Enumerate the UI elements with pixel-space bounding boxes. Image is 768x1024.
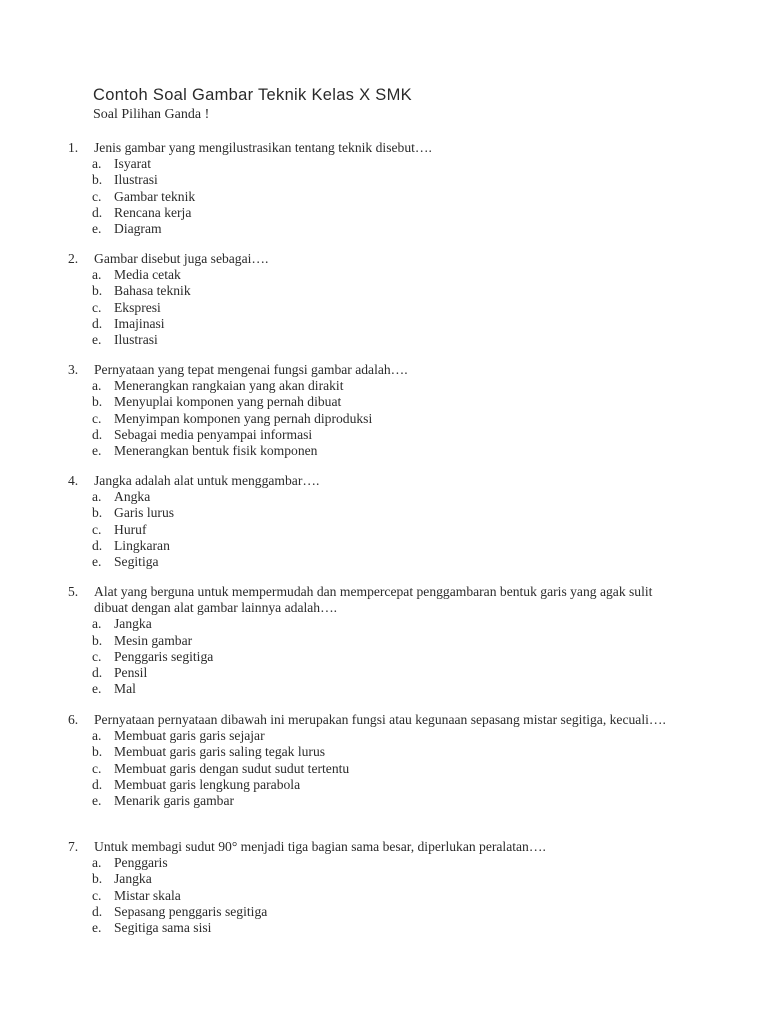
option-text: Menyimpan komponen yang pernah diproduksi: [114, 410, 373, 426]
option-letter: c.: [92, 648, 102, 664]
question-number: 7.: [68, 839, 79, 854]
option-letter: d.: [92, 665, 103, 681]
page-title: Contoh Soal Gambar Teknik Kelas X SMK: [93, 86, 412, 104]
option-e: [68, 332, 708, 348]
option-letter: c.: [92, 299, 102, 315]
option-letter: a.: [92, 855, 102, 871]
option-letter: a.: [92, 489, 102, 505]
option-letter: e.: [92, 793, 102, 809]
option-letter: c.: [92, 410, 102, 426]
option-letter: e.: [92, 221, 102, 237]
option-b: [68, 394, 708, 410]
option-text: Mistar skala: [114, 887, 181, 903]
option-text: Ekspresi: [114, 299, 161, 315]
option-e: [68, 443, 708, 459]
option-text: Sebagai media penyampai informasi: [114, 426, 313, 442]
option-c: [68, 522, 708, 538]
question-4: [68, 473, 708, 570]
option-c: [68, 300, 708, 316]
option-letter: b.: [92, 505, 103, 521]
option-e: [68, 920, 708, 936]
option-letter: c.: [92, 760, 102, 776]
option-list: [68, 728, 708, 809]
option-list: [68, 855, 708, 936]
option-letter: a.: [92, 616, 102, 632]
option-text: Segitiga: [114, 554, 159, 570]
question-text: Jangka adalah alat untuk menggambar….: [94, 473, 320, 488]
option-letter: c.: [92, 887, 102, 903]
option-letter: b.: [92, 871, 103, 887]
option-letter: b.: [92, 394, 103, 410]
option-c: [68, 649, 708, 665]
option-text: Garis lurus: [114, 505, 175, 521]
option-a: [68, 855, 708, 871]
option-text: Imajinasi: [114, 315, 165, 331]
question-number: 2.: [68, 251, 79, 266]
option-text: Huruf: [114, 521, 147, 537]
option-letter: b.: [92, 172, 103, 188]
option-letter: d.: [92, 426, 103, 442]
option-list: [68, 378, 708, 459]
question-text: Pernyataan yang tepat mengenai fungsi gambar adalah….: [94, 362, 408, 377]
question-5: [68, 584, 708, 697]
option-b: [68, 871, 708, 887]
option-text: Menyuplai komponen yang pernah dibuat: [114, 394, 342, 410]
question-number: 5.: [68, 584, 79, 599]
option-b: [68, 283, 708, 299]
option-text: Jangka: [114, 616, 152, 632]
option-b: [68, 505, 708, 521]
option-letter: d.: [92, 776, 103, 792]
question-text: Alat yang berguna untuk mempermudah dan mempercepat penggambaran bentuk garis yang agak sulit dibuat dengan alat gambar lainnya adalah….: [94, 584, 653, 616]
option-c: [68, 888, 708, 904]
option-letter: b.: [92, 632, 103, 648]
question-6: [68, 712, 708, 809]
option-text: Ilustrasi: [114, 332, 158, 348]
question-text: Gambar disebut juga sebagai….: [94, 251, 269, 266]
option-d: [68, 205, 708, 221]
option-letter: e.: [92, 443, 102, 459]
option-a: [68, 378, 708, 394]
option-d: [68, 538, 708, 554]
option-letter: e.: [92, 920, 102, 936]
option-letter: b.: [92, 283, 103, 299]
option-text: Ilustrasi: [114, 172, 158, 188]
option-text: Segitiga sama sisi: [114, 920, 212, 936]
option-letter: e.: [92, 332, 102, 348]
question-number: 6.: [68, 712, 79, 727]
option-c: [68, 411, 708, 427]
option-e: [68, 681, 708, 697]
option-text: Lingkaran: [114, 537, 170, 553]
option-letter: e.: [92, 554, 102, 570]
option-text: Pensil: [114, 665, 148, 681]
option-letter: c.: [92, 188, 102, 204]
question-number: 3.: [68, 362, 79, 377]
option-b: [68, 633, 708, 649]
option-text: Menerangkan bentuk fisik komponen: [114, 443, 318, 459]
option-c: [68, 761, 708, 777]
option-text: Gambar teknik: [114, 188, 196, 204]
option-b: [68, 172, 708, 188]
option-text: Angka: [114, 489, 151, 505]
question-text: Untuk membagi sudut 90° menjadi tiga bagian sama besar, diperlukan peralatan….: [94, 839, 546, 854]
option-text: Menarik garis gambar: [114, 793, 235, 809]
option-e: [68, 554, 708, 570]
option-text: Penggaris segitiga: [114, 648, 214, 664]
question-7: [68, 839, 708, 936]
option-list: [68, 267, 708, 348]
option-e: [68, 221, 708, 237]
option-letter: d.: [92, 204, 103, 220]
question-number: 4.: [68, 473, 79, 488]
option-d: [68, 427, 708, 443]
option-text: Membuat garis garis sejajar: [114, 728, 265, 744]
option-text: Membuat garis dengan sudut sudut tertentu: [114, 760, 350, 776]
option-list: [68, 616, 708, 697]
option-list: [68, 489, 708, 570]
option-text: Mal: [114, 681, 136, 697]
question-2: [68, 251, 708, 348]
question-text: Pernyataan pernyataan dibawah ini merupakan fungsi atau kegunaan sepasang mistar segitiga, kecuali….: [94, 712, 666, 727]
option-text: Menerangkan rangkaian yang akan dirakit: [114, 378, 344, 394]
option-a: [68, 728, 708, 744]
option-text: Jangka: [114, 871, 152, 887]
option-letter: a.: [92, 267, 102, 283]
option-a: [68, 156, 708, 172]
option-text: Diagram: [114, 221, 162, 237]
option-letter: d.: [92, 537, 103, 553]
option-d: [68, 316, 708, 332]
option-d: [68, 777, 708, 793]
option-letter: d.: [92, 315, 103, 331]
option-text: Media cetak: [114, 267, 181, 283]
option-a: [68, 489, 708, 505]
page-subtitle: Soal Pilihan Ganda !: [93, 107, 210, 122]
question-1: [68, 140, 708, 237]
question-text: Jenis gambar yang mengilustrasikan tentang teknik disebut….: [94, 140, 432, 155]
option-letter: c.: [92, 521, 102, 537]
option-text: Penggaris: [114, 855, 168, 871]
option-letter: a.: [92, 378, 102, 394]
option-b: [68, 744, 708, 760]
question-number: 1.: [68, 140, 79, 155]
option-a: [68, 616, 708, 632]
option-letter: b.: [92, 744, 103, 760]
option-letter: e.: [92, 681, 102, 697]
option-text: Isyarat: [114, 156, 151, 172]
option-a: [68, 267, 708, 283]
option-letter: a.: [92, 728, 102, 744]
option-text: Rencana kerja: [114, 204, 192, 220]
option-text: Mesin gambar: [114, 632, 193, 648]
option-text: Bahasa teknik: [114, 283, 191, 299]
option-list: [68, 156, 708, 237]
option-text: Membuat garis lengkung parabola: [114, 776, 301, 792]
option-text: Sepasang penggaris segitiga: [114, 903, 268, 919]
option-c: [68, 189, 708, 205]
option-d: [68, 904, 708, 920]
question-3: [68, 362, 708, 459]
option-text: Membuat garis garis saling tegak lurus: [114, 744, 326, 760]
option-e: [68, 793, 708, 809]
option-letter: a.: [92, 156, 102, 172]
option-d: [68, 665, 708, 681]
option-letter: d.: [92, 903, 103, 919]
